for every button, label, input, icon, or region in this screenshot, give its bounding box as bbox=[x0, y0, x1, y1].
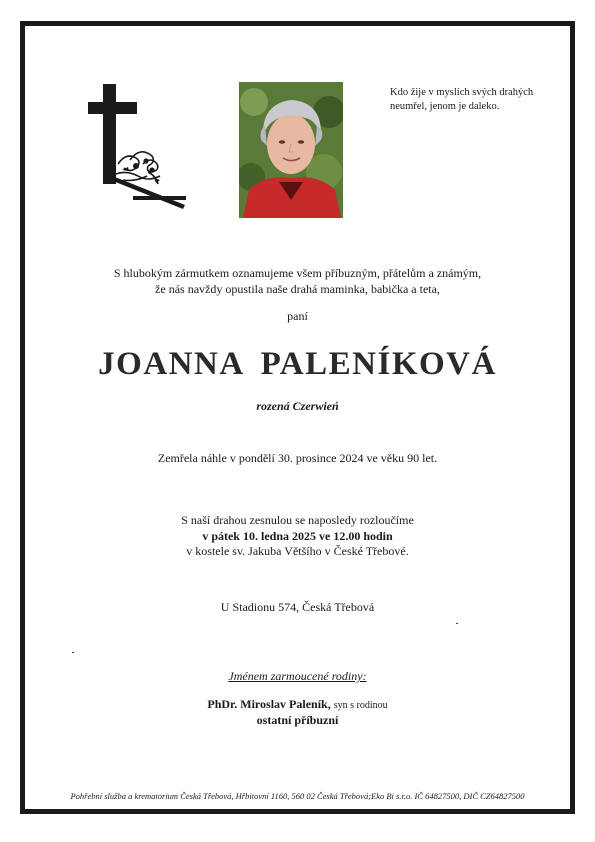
funeral-location: v kostele sv. Jakuba Většího v České Třebové. bbox=[186, 544, 409, 558]
deceased-name: JOANNA PALENÍKOVÁ bbox=[98, 346, 497, 382]
other-relatives: ostatní příbuzní bbox=[256, 713, 339, 727]
cross-icon bbox=[88, 84, 193, 214]
scan-speck bbox=[456, 623, 458, 624]
funeral-service-footer: Pohřební služba a krematorium Česká Třebová, Hřbitovní 1160, 560 02 Česká Třebová;Eko Bi s.r.o. IČ 64827500, DIČ CZ64827500 bbox=[70, 791, 525, 801]
announcement-text bbox=[0, 266, 595, 297]
funeral-date-time: v pátek 10. ledna 2025 ve 12.00 hodin bbox=[202, 528, 393, 543]
maiden-name: rozená Czerwień bbox=[256, 399, 339, 413]
mourner-relation: syn s rodinou bbox=[333, 700, 388, 711]
announcement-line-2: že nás navždy opustila naše drahá maminka, babička a teta, bbox=[155, 281, 440, 296]
mourner-name: PhDr. Miroslav Paleník, bbox=[207, 697, 331, 711]
mourners-list bbox=[0, 697, 595, 728]
announcement-line-1: S hlubokým zármutkem oznamujeme všem příbuzným, přátelům a známým, bbox=[113, 266, 482, 280]
memorial-quote bbox=[390, 86, 560, 114]
family-address: U Stadionu 574, Česká Třebová bbox=[220, 600, 375, 614]
title-word: paní bbox=[287, 309, 308, 323]
portrait-photo bbox=[239, 82, 343, 218]
quote-line-2: neumřel, jenom je daleko. bbox=[390, 101, 500, 112]
funeral-line-1: S naší drahou zesnulou se naposledy rozloučíme bbox=[181, 513, 414, 527]
funeral-details bbox=[0, 513, 595, 560]
quote-line-1: Kdo žije v myslích svých drahých bbox=[390, 87, 534, 98]
family-heading: Jménem zarmoucené rodiny: bbox=[228, 669, 367, 683]
scan-speck bbox=[72, 652, 74, 653]
death-notice: Zemřela náhle v pondělí 30. prosince 2024 ve věku 90 let. bbox=[157, 451, 438, 465]
